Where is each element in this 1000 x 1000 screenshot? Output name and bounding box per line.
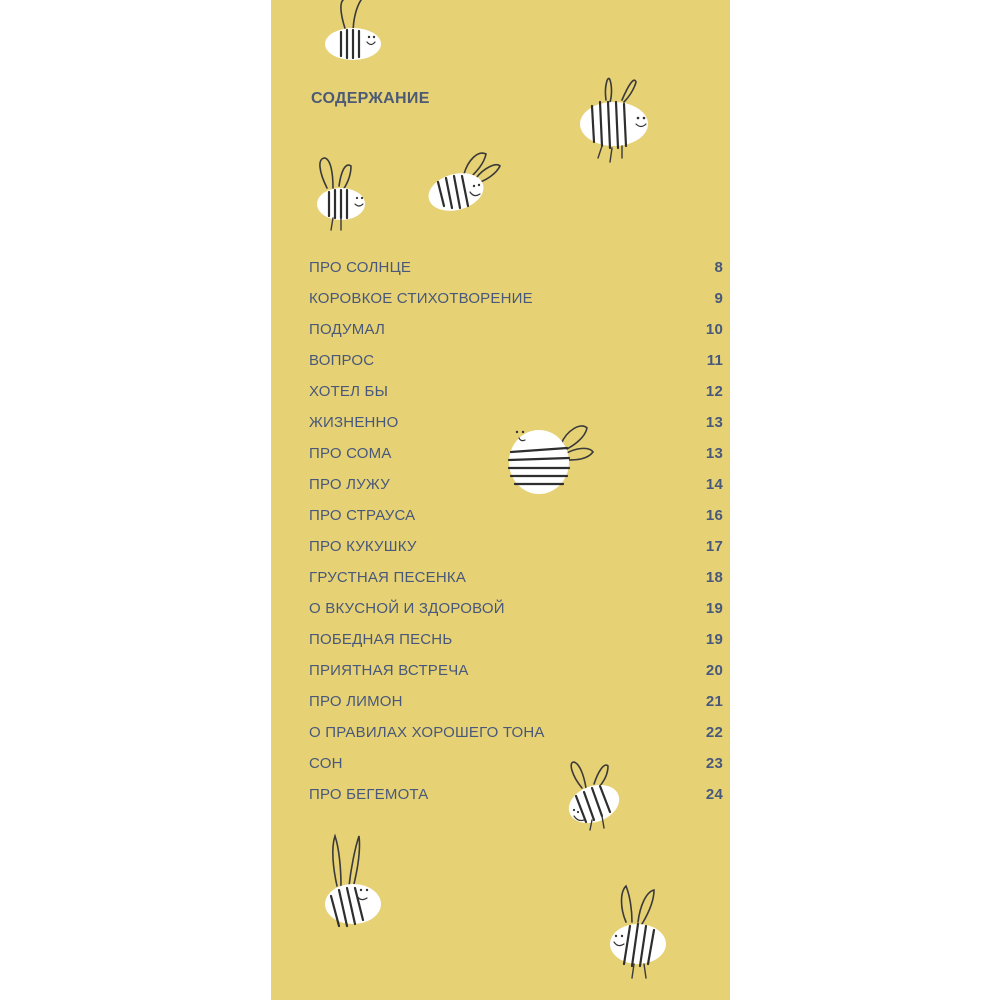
- toc-entry-page-number: 24: [705, 786, 723, 803]
- bee-icon: [323, 0, 393, 64]
- toc-entry-title: ПРО СТРАУСА: [309, 507, 416, 524]
- toc-entry-title: ПРО ЛИМОН: [309, 693, 403, 710]
- toc-entry-title: ХОТЕЛ БЫ: [309, 383, 389, 400]
- toc-entry-title: ПОБЕДНАЯ ПЕСНЬ: [309, 631, 453, 648]
- toc-entry-page-number: 10: [705, 321, 723, 338]
- toc-entry-page-number: 16: [705, 507, 723, 524]
- bee-icon: [576, 72, 661, 167]
- bee-icon: [424, 148, 514, 220]
- toc-entry: [309, 321, 723, 352]
- toc-entry: [309, 538, 723, 569]
- toc-entry: [309, 476, 723, 507]
- bee-icon: [319, 832, 385, 932]
- bee-icon: [313, 152, 373, 234]
- toc-entry-page-number: 14: [705, 476, 723, 493]
- toc-entry-page-number: 12: [705, 383, 723, 400]
- toc-entry: [309, 290, 723, 321]
- toc-entry-page-number: 19: [705, 600, 723, 617]
- toc-entry-page-number: 19: [705, 631, 723, 648]
- toc-list: [309, 259, 723, 817]
- toc-entry: [309, 507, 723, 538]
- toc-entry-page-number: 13: [705, 414, 723, 431]
- toc-entry-page-number: 23: [705, 755, 723, 772]
- toc-entry-page-number: 20: [705, 662, 723, 679]
- toc-entry: [309, 414, 723, 445]
- toc-entry-title: КОРОВКОЕ СТИХОТВОРЕНИЕ: [309, 290, 533, 307]
- toc-entry-page-number: 21: [705, 693, 723, 710]
- toc-entry: [309, 600, 723, 631]
- toc-entry: [309, 786, 723, 817]
- toc-entry-title: ВОПРОС: [309, 352, 375, 369]
- toc-entry-title: ЖИЗНЕННО: [309, 414, 399, 431]
- toc-entry: [309, 724, 723, 755]
- toc-entry: [309, 352, 723, 383]
- toc-entry: [309, 445, 723, 476]
- toc-entry-title: ПРО БЕГЕМОТА: [309, 786, 429, 803]
- toc-entry: [309, 259, 723, 290]
- toc-entry-title: О ВКУСНОЙ И ЗДОРОВОЙ: [309, 600, 505, 617]
- toc-entry: [309, 569, 723, 600]
- toc-entry-title: ПРО СОЛНЦЕ: [309, 259, 412, 276]
- toc-entry: [309, 383, 723, 414]
- toc-heading: СОДЕРЖАНИЕ: [311, 90, 430, 107]
- toc-entry: [309, 755, 723, 786]
- toc-entry-title: СОН: [309, 755, 343, 772]
- toc-entry-page-number: 11: [706, 352, 723, 369]
- toc-entry: [309, 662, 723, 693]
- toc-entry-title: ПРИЯТНАЯ ВСТРЕЧА: [309, 662, 469, 679]
- toc-entry-page-number: 13: [705, 445, 723, 462]
- toc-entry-page-number: 8: [714, 259, 723, 276]
- bee-icon: [604, 882, 674, 982]
- toc-page: [271, 0, 730, 1000]
- toc-entry: [309, 631, 723, 662]
- toc-entry-page-number: 9: [714, 290, 723, 307]
- toc-entry-title: ПРО ЛУЖУ: [309, 476, 390, 493]
- toc-entry-title: О ПРАВИЛАХ ХОРОШЕГО ТОНА: [309, 724, 545, 741]
- toc-entry-title: ПРО КУКУШКУ: [309, 538, 417, 555]
- toc-entry-page-number: 17: [705, 538, 723, 555]
- toc-entry: [309, 693, 723, 724]
- toc-entry-title: ПРО СОМА: [309, 445, 392, 462]
- toc-entry-page-number: 22: [705, 724, 723, 741]
- toc-entry-page-number: 18: [705, 569, 723, 586]
- toc-entry-title: ГРУСТНАЯ ПЕСЕНКА: [309, 569, 467, 586]
- toc-entry-title: ПОДУМАЛ: [309, 321, 386, 338]
